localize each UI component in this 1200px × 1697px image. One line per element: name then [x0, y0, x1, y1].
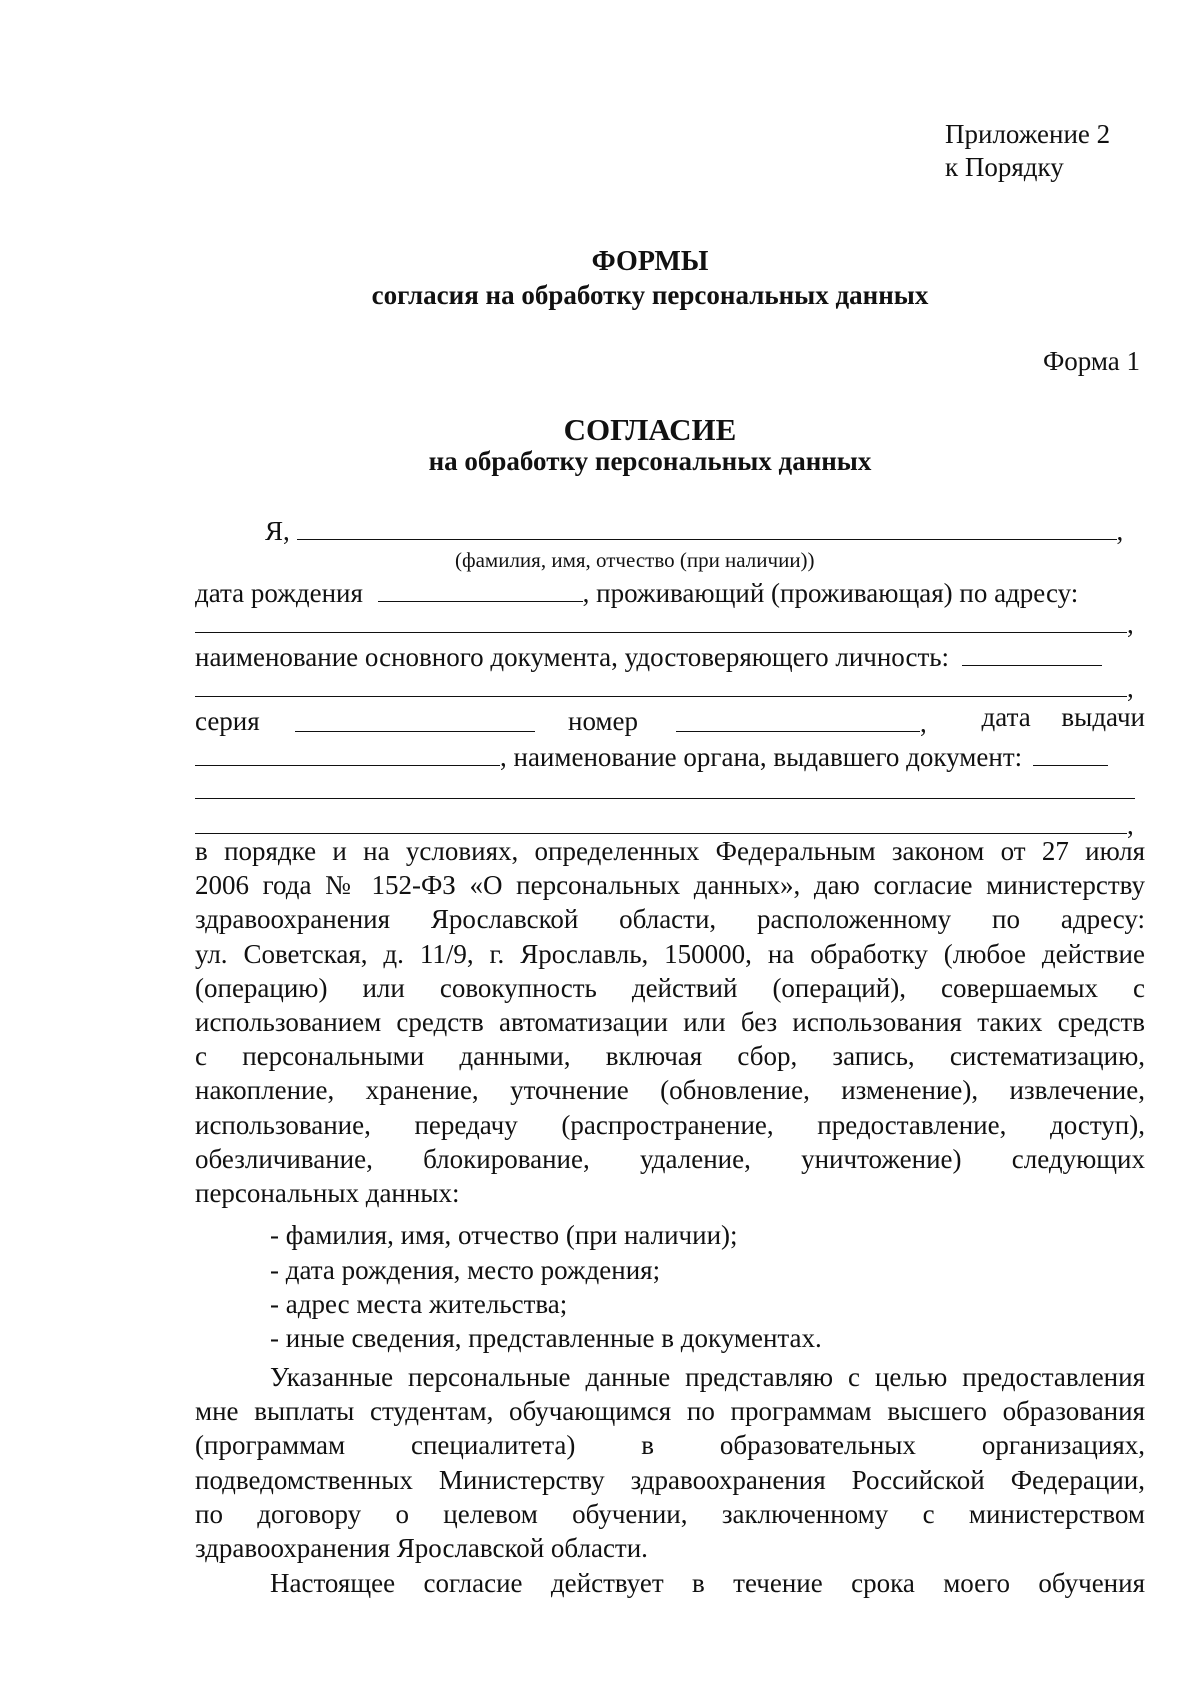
- comma: ,: [1127, 673, 1134, 703]
- issue-date-label: [965, 702, 1145, 732]
- issuer-blank-line-2[interactable]: [195, 798, 1135, 799]
- consent-subtitle: на обработку персональных данных: [428, 446, 872, 476]
- document-blank-2[interactable]: [195, 671, 1127, 697]
- paragraph-line: подведомственных Министерству здравоохранения Российской Федерации,: [195, 1464, 1145, 1495]
- appendix-reference: [945, 118, 1185, 184]
- birth-label: дата рождения: [195, 578, 363, 608]
- number-label-text: номер: [568, 706, 639, 736]
- paragraph-line: мне выплаты студентам, обучающимся по программам высшего образования: [195, 1396, 1145, 1427]
- form-number: Форма 1: [1042, 346, 1140, 376]
- comma: ,: [920, 708, 927, 738]
- list-item: - фамилия, имя, отчество (при наличии);: [270, 1220, 738, 1250]
- paragraph-line: накопление, хранение, уточнение (обновление, изменение), извлечение,: [195, 1075, 1145, 1106]
- paragraph-line: использованием средств автоматизации или без использования таких средств: [195, 1006, 1145, 1037]
- purpose-paragraph: [195, 1360, 1145, 1565]
- series-label-text: серия: [195, 706, 260, 736]
- consent-paragraph: [195, 834, 1145, 1210]
- series-label: [195, 706, 260, 736]
- paragraph-line: ул. Советская, д. 11/9, г. Ярославль, 150000, на обработку (любое действие: [195, 938, 1145, 969]
- address-row: [195, 607, 1134, 639]
- paragraph-line: здравоохранения Ярославской области, расположенному по адресу:: [195, 904, 1145, 935]
- i-label: Я,: [265, 516, 290, 546]
- list-item: - дата рождения, место рождения;: [270, 1255, 661, 1285]
- comma: ,: [1116, 516, 1124, 546]
- paragraph-line: использование, передачу (распространение, предоставление, доступ),: [195, 1109, 1145, 1140]
- paragraph-line: здравоохранения Ярославской области.: [195, 1532, 648, 1563]
- issuer-row: [195, 740, 1108, 772]
- series-blank-wrap: [295, 706, 535, 738]
- comma: ,: [1127, 810, 1134, 840]
- paragraph-line: по договору о целевом обучении, заключенному с министерством: [195, 1498, 1145, 1529]
- paragraph-line: (операцию) или совокупность действий (операций), совершаемых с: [195, 972, 1145, 1003]
- residence-label: , проживающий (проживающая) по адресу:: [582, 578, 1079, 608]
- list-item: - иные сведения, представленные в документах.: [270, 1323, 822, 1353]
- issue-date-blank[interactable]: [195, 740, 500, 766]
- appendix-line-2: к Порядку: [945, 152, 1064, 182]
- document-row-2: [195, 671, 1134, 703]
- series-blank[interactable]: [295, 706, 535, 732]
- document-label: наименование основного документа, удостоверяющего личность:: [195, 642, 950, 672]
- comma: ,: [1127, 609, 1134, 639]
- paragraph-line: обезличивание, блокирование, удаление, уничтожение) следующих: [195, 1143, 1145, 1174]
- issuer-blank-3[interactable]: [195, 808, 1127, 834]
- paragraph-line: в порядке и на условиях, определенных Федеральным законом от 27 июля: [195, 836, 1145, 866]
- document-blank[interactable]: [962, 640, 1102, 666]
- validity-line: Настоящее согласие действует в течение срока моего обучения: [270, 1568, 1145, 1598]
- address-blank[interactable]: [195, 607, 1127, 633]
- number-label: [568, 706, 638, 736]
- document-row: [195, 640, 1102, 672]
- consent-title: СОГЛАСИЕ: [563, 412, 737, 447]
- name-field-row: [265, 514, 1123, 546]
- name-caption: (фамилия, имя, отчество (при наличии)): [455, 548, 815, 572]
- validity-paragraph: [270, 1566, 1145, 1600]
- paragraph-line: персональных данных:: [195, 1177, 460, 1208]
- forms-title: ФОРМЫ: [591, 246, 709, 277]
- list-item: - адрес места жительства;: [270, 1289, 568, 1319]
- number-blank-wrap: [676, 706, 927, 738]
- issuer-label: , наименование органа, выдавшего документ:: [500, 742, 1023, 772]
- paragraph-line: 2006 года № 152-ФЗ «О персональных данных», даю согласие министерству: [195, 870, 1145, 901]
- full-name-blank[interactable]: [297, 514, 1117, 540]
- paragraph-line: Указанные персональные данные представляю с целью предоставления: [270, 1362, 1145, 1392]
- number-blank[interactable]: [676, 706, 920, 732]
- issuer-blank[interactable]: [1033, 740, 1108, 766]
- appendix-line-1: Приложение 2: [945, 119, 1111, 149]
- paragraph-line: (программам специалитета) в образовательных организациях,: [195, 1430, 1145, 1461]
- paragraph-line: с персональными данными, включая сбор, запись, систематизацию,: [195, 1041, 1145, 1072]
- forms-subtitle: согласия на обработку персональных данных: [371, 280, 929, 310]
- issue-date-label-text: дата выдачи: [981, 702, 1145, 732]
- birth-row: [195, 576, 1078, 608]
- birth-date-blank[interactable]: [378, 576, 583, 602]
